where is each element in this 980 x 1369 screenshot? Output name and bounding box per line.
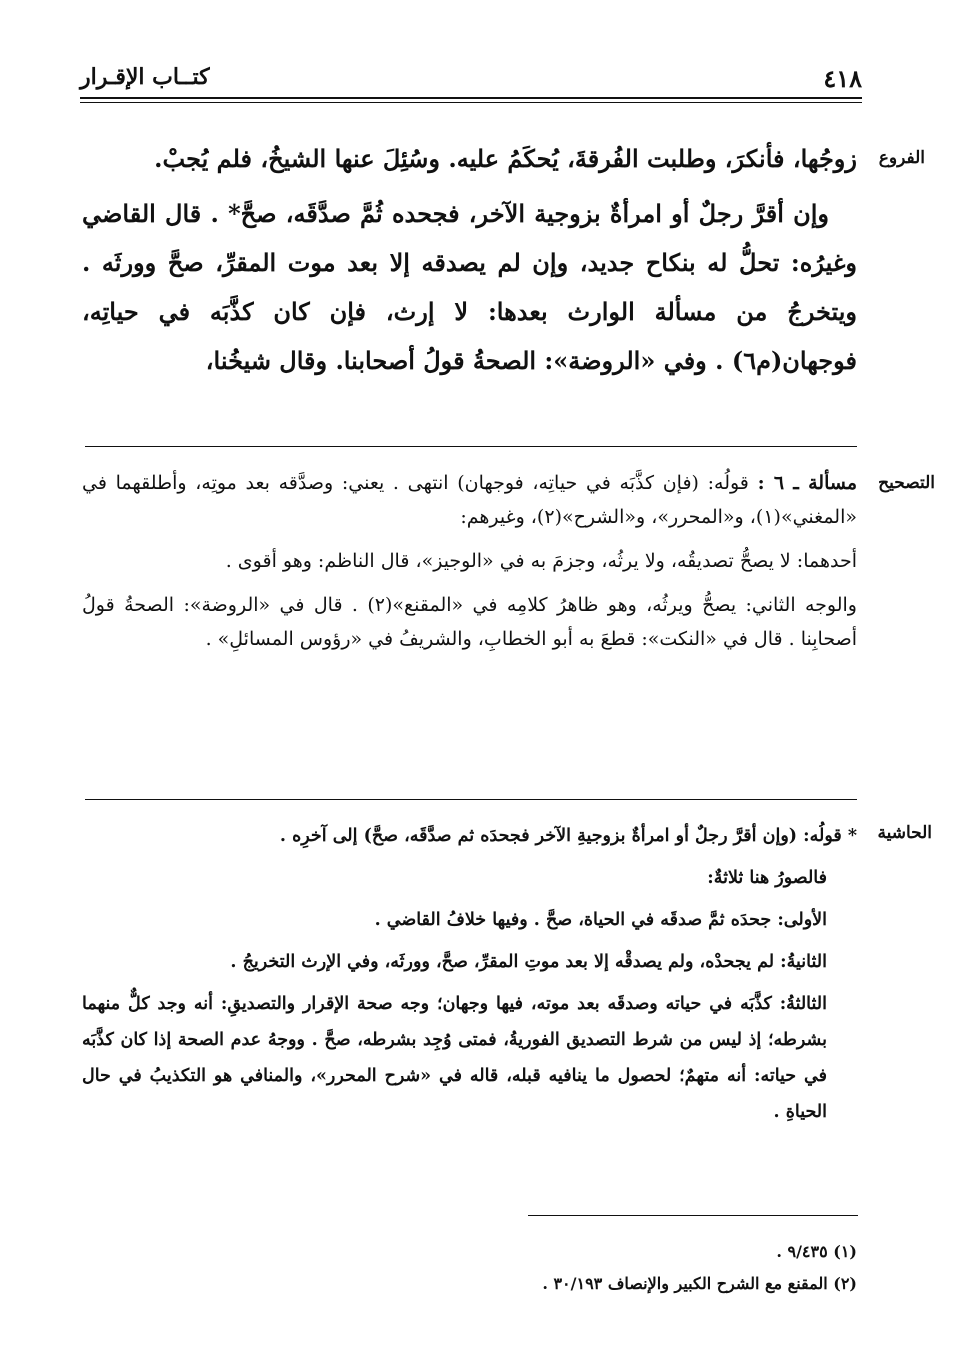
tashih-paragraph-1 — [82, 466, 857, 534]
page-header — [80, 58, 862, 96]
section-label-furu: الفروع — [878, 148, 925, 168]
hashiya-line-3: الأولى: جحدَه ثمَّ صدقَه في الحياة، صحَّ . وفيها خلافُ القاضي . — [374, 910, 827, 930]
footnote-divider — [528, 1215, 858, 1216]
tashih-paragraph-3: والوجه الثاني: يصحُّ ويرثُه، وهو ظاهرُ كلامِه في «المقنع»(٢) . قال في «الروضة»: الصحةُ قولُ أصحابِنا . قال في «النكت»: قطعَ به أبو الخطابِ، والشريفُ في «رؤوس المسائلِ» . — [82, 594, 857, 650]
section-label-tashih: التصحيح — [878, 473, 935, 493]
section-divider — [85, 799, 857, 800]
tashih-paragraph-2: أحدهما: لا يصحُّ تصديقُه، ولا يرثُه، وجزمَ به في «الوجيز»، قال الناظم: وهو أقوى . — [225, 550, 857, 572]
section-divider — [85, 446, 857, 447]
furu-paragraph-1: زوجُها، فأنكرَ، وطلبت الفُرقةَ، يُحكَمُ عليه. وسُئِلَ عنها الشيخُ، فلم يُجبْ. — [154, 144, 857, 173]
tashih-paragraph-1-body: قولُه: (فإن كذَّبَه في حياتِه، فوجهان) انتهى . يعني: وصدَّقه بعد موتِه، وأطلقهما في «المغني»(١)، و«المحرر»، و«الشرح»(٢)، وغيرهم: — [82, 472, 857, 528]
mas-ala-heading: مسألة ـ ٦ : — [757, 472, 857, 494]
page-number: ٤١٨ — [823, 64, 862, 93]
hashiya-line-5: الثالثةُ: كذَّبَه في حياته وصدقَه بعد موته، فيها وجهان؛ وجه صحة الإقرار والتصديقِ: أنه وجد كلٌّ منهما بشرطه؛ إذ ليس من شرط التصديق الفوريةُ، فمتى وُجِد بشرطه، صحَّ . ووجهُ عدم الصحة إذا كان كذَّبَه في حياته: أنه متهمٌ؛ لحصول ما ينافيه قبله، قاله في «شرح المحرر»، والمنافي هو التكذيبُ في حال الحياةِ . — [82, 994, 827, 1122]
hashiya-line-2: فالصورُ هنا ثلاثةٌ: — [707, 868, 827, 888]
footnote-1: (١) ٩/٤٣٥ . — [776, 1242, 857, 1261]
furu-text — [82, 134, 857, 385]
footnotes — [82, 1236, 857, 1300]
hashiya-line-1: * قولُه: (وإن أقرَّ رجلٌ أو امرأةٌ بزوجيةِ الآخر فجحدَه ثم صدَّقَه، صحَّ) إلى آخرِه . — [279, 826, 857, 846]
hashiya-text — [82, 818, 857, 1136]
book-title: كتــاب الإقـرار — [80, 64, 210, 90]
tashih-text — [82, 466, 857, 666]
header-rule-thin — [80, 102, 862, 103]
footnote-2: (٢) المقنع مع الشرح الكبير والإنصاف ٣٠/١٩٣ . — [542, 1274, 857, 1293]
header-rule — [80, 97, 862, 99]
hashiya-line-4: الثانيةُ: لم يجحدْه، ولم يصدقْه إلا بعد موتِ المقرِّ، صحَّ، وورثَه، وفي الإرث التخريجُ . — [230, 952, 827, 972]
furu-paragraph-2: وإن أقرَّ رجلٌ أو امرأةٌ بزوجية الآخر، فجحده ثُمَّ صدَّقَه، صحَّ* . قال القاضي وغيرُه: تحلُّ له بنكاح جديد، وإن لم يصدقه إلا بعد موت المقرِّ، صحَّ وورثَه . ويتخرجُ من مسألة الوارث بعدها: لا إرث، فإن كان كذَّبَه في حياتِه، فوجهان(م٦) . وفي «الروضة»: الصحةُ قولُ أصحابنا. وقال شيخُنا، — [82, 199, 858, 375]
section-label-hashiya: الحاشية — [877, 823, 932, 843]
